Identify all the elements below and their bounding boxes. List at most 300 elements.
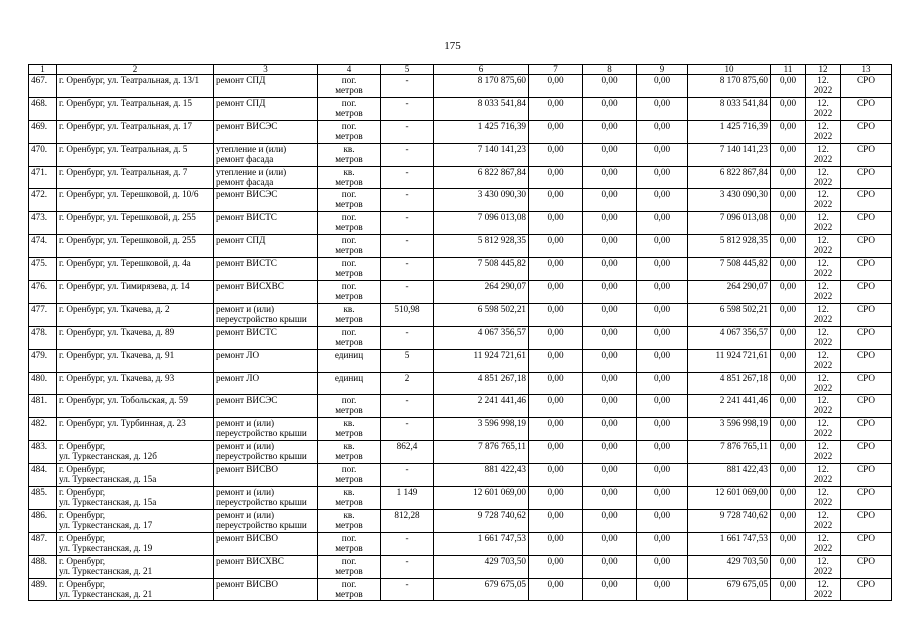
table-row [29, 509, 892, 532]
address-cell [57, 532, 214, 555]
column-number-header: 8 [583, 65, 637, 75]
term-cell [806, 487, 841, 510]
cell-line: г. Оренбург, ул. Ткачева, д. 89 [59, 326, 175, 337]
address-cell [57, 395, 214, 418]
quantity-cell: 2 [381, 372, 434, 395]
work-type-cell [214, 258, 318, 281]
row-number-cell: 482. [29, 418, 57, 441]
cell-line: ремонт и (или) [216, 509, 275, 520]
quantity-cell: 862,4 [381, 441, 434, 464]
address-cell [57, 75, 214, 98]
cell-line: 2022 [813, 497, 833, 508]
cell-line: кв. [343, 166, 355, 177]
unit-cell [318, 372, 381, 395]
cell-line: 2022 [813, 542, 833, 553]
regional-budget-cell: 0,00 [583, 212, 637, 235]
local-budget-cell: 0,00 [637, 555, 688, 578]
regional-budget-cell: 0,00 [583, 281, 637, 304]
unit-cell [318, 281, 381, 304]
regional-budget-cell: 0,00 [583, 258, 637, 281]
regional-budget-cell: 0,00 [583, 143, 637, 166]
cell-line: переустройство крыши [216, 451, 307, 462]
column-number-header: 12 [806, 65, 841, 75]
method-cell: СРО [841, 418, 892, 441]
method-cell: СРО [841, 281, 892, 304]
term-cell [806, 532, 841, 555]
cell-line: 2022 [813, 405, 833, 416]
cell-line: пог. [341, 189, 357, 200]
table-row [29, 532, 892, 555]
unit-cell [318, 326, 381, 349]
work-type-cell [214, 166, 318, 189]
cell-line: пог. [341, 555, 357, 566]
cell-line: 12. [817, 532, 829, 543]
cell-line: ремонт ВИСТС [216, 258, 277, 269]
address-cell [57, 578, 214, 601]
cell-line: 12. [817, 326, 829, 337]
cell-line: 12. [817, 189, 829, 200]
fund-cost-cell: 0,00 [529, 143, 583, 166]
row-number-cell: 469. [29, 120, 57, 143]
cell-line: г. Оренбург, ул. Театральная, д. 17 [59, 120, 192, 131]
quantity-cell: - [381, 578, 434, 601]
other-sources-cell: 0,00 [771, 97, 806, 120]
table-row [29, 120, 892, 143]
table-row [29, 258, 892, 281]
other-sources-cell: 0,00 [771, 555, 806, 578]
total-cost-cell: 7 876 765,11 [434, 441, 529, 464]
regional-budget-cell: 0,00 [583, 487, 637, 510]
cell-line: 12. [817, 281, 829, 292]
other-sources-cell: 0,00 [771, 487, 806, 510]
fund-cost-cell: 0,00 [529, 555, 583, 578]
term-cell [806, 75, 841, 98]
row-number-cell: 487. [29, 532, 57, 555]
method-cell: СРО [841, 303, 892, 326]
cell-line: метров [335, 107, 363, 118]
quantity-cell: - [381, 532, 434, 555]
quantity-cell: - [381, 97, 434, 120]
cell-line: ул. Туркестанская, д. 21 [59, 565, 153, 576]
regional-budget-cell: 0,00 [583, 441, 637, 464]
cell-line: метров [335, 565, 363, 576]
term-cell [806, 97, 841, 120]
column-number-header: 11 [771, 65, 806, 75]
column-number-header: 13 [841, 65, 892, 75]
regional-budget-cell: 0,00 [583, 418, 637, 441]
column-number-header: 7 [529, 65, 583, 75]
total-cost-cell: 3 430 090,30 [434, 189, 529, 212]
cell-line: 2022 [813, 428, 833, 439]
work-type-cell [214, 578, 318, 601]
other-sources-cell: 0,00 [771, 395, 806, 418]
address-cell [57, 509, 214, 532]
column-number-header: 6 [434, 65, 529, 75]
term-cell [806, 418, 841, 441]
row-number-cell: 485. [29, 487, 57, 510]
method-cell: СРО [841, 509, 892, 532]
cell-line: единиц [334, 349, 364, 360]
cell-line: 2022 [813, 313, 833, 324]
page-number: 175 [444, 40, 461, 52]
other-sources-cell: 0,00 [771, 166, 806, 189]
fund-cost-cell: 0,00 [529, 75, 583, 98]
regional-budget-cell: 0,00 [583, 303, 637, 326]
unit-cell [318, 578, 381, 601]
work-type-cell [214, 189, 318, 212]
term-cell [806, 509, 841, 532]
cell-line: ремонт и (или) [216, 303, 275, 314]
cell-line: пог. [341, 395, 357, 406]
cell-line: 2022 [813, 336, 833, 347]
cell-line: 12. [817, 143, 829, 154]
row-number-cell: 481. [29, 395, 57, 418]
total-cost-cell: 6 822 867,84 [434, 166, 529, 189]
method-cell: СРО [841, 372, 892, 395]
work-type-cell [214, 143, 318, 166]
cell-line: переустройство крыши [216, 497, 307, 508]
cell-line: метров [335, 153, 363, 164]
fund-cost-cell: 0,00 [529, 464, 583, 487]
unit-cell [318, 418, 381, 441]
total-cost-cell: 9 728 740,62 [434, 509, 529, 532]
other-sources-cell: 0,00 [771, 418, 806, 441]
cell-line: ремонт ВИСХВС [216, 281, 284, 292]
total-cost-cell: 1 661 747,53 [434, 532, 529, 555]
column-number-header: 3 [214, 65, 318, 75]
other-sources-cell: 0,00 [771, 509, 806, 532]
fund-cost-cell: 0,00 [529, 303, 583, 326]
cell-line: пог. [341, 212, 357, 223]
cell-line: метров [335, 85, 363, 95]
owner-funds-cell: 4 067 356,57 [688, 326, 771, 349]
term-cell [806, 120, 841, 143]
row-number-cell: 470. [29, 143, 57, 166]
cell-line: 12. [817, 97, 829, 108]
owner-funds-cell: 8 170 875,60 [688, 75, 771, 98]
fund-cost-cell: 0,00 [529, 281, 583, 304]
method-cell: СРО [841, 349, 892, 372]
method-cell: СРО [841, 555, 892, 578]
cell-line: переустройство крыши [216, 313, 307, 324]
cell-line: пог. [341, 120, 357, 131]
cell-line: 12. [817, 349, 829, 360]
address-cell [57, 120, 214, 143]
owner-funds-cell: 7 876 765,11 [688, 441, 771, 464]
row-number-cell: 475. [29, 258, 57, 281]
cell-line: кв. [343, 487, 355, 498]
method-cell: СРО [841, 441, 892, 464]
fund-cost-cell: 0,00 [529, 97, 583, 120]
unit-cell [318, 143, 381, 166]
cell-line: переустройство крыши [216, 519, 307, 530]
local-budget-cell: 0,00 [637, 418, 688, 441]
address-cell [57, 143, 214, 166]
cell-line: ул. Туркестанская, д. 15а [59, 474, 157, 485]
total-cost-cell: 11 924 721,61 [434, 349, 529, 372]
address-cell [57, 212, 214, 235]
address-cell [57, 97, 214, 120]
work-type-cell [214, 441, 318, 464]
address-cell [57, 487, 214, 510]
cell-line: г. Оренбург, ул. Терешковой, д. 255 [59, 212, 196, 223]
quantity-cell: - [381, 120, 434, 143]
cell-line: 2022 [813, 474, 833, 485]
local-budget-cell: 0,00 [637, 120, 688, 143]
other-sources-cell: 0,00 [771, 326, 806, 349]
cell-line: пог. [341, 235, 357, 246]
address-cell [57, 235, 214, 258]
table-row [29, 303, 892, 326]
unit-cell [318, 395, 381, 418]
quantity-cell: - [381, 258, 434, 281]
address-cell [57, 281, 214, 304]
table-row [29, 75, 892, 98]
unit-cell [318, 509, 381, 532]
term-cell [806, 464, 841, 487]
cell-line: метров [335, 451, 363, 462]
method-cell: СРО [841, 532, 892, 555]
table-row [29, 372, 892, 395]
unit-cell [318, 189, 381, 212]
quantity-cell: - [381, 281, 434, 304]
work-type-cell [214, 372, 318, 395]
total-cost-cell: 12 601 069,00 [434, 487, 529, 510]
table-row [29, 487, 892, 510]
regional-budget-cell: 0,00 [583, 509, 637, 532]
local-budget-cell: 0,00 [637, 303, 688, 326]
cell-line: пог. [341, 578, 357, 589]
fund-cost-cell: 0,00 [529, 578, 583, 601]
cell-line: г. Оренбург, ул. Тимирязева, д. 14 [59, 281, 190, 292]
cell-line: г. Оренбург, ул. Терешковой, д. 4а [59, 258, 191, 269]
cell-line: ремонт и (или) [216, 487, 275, 498]
cell-line: 12. [817, 487, 829, 498]
local-budget-cell: 0,00 [637, 235, 688, 258]
cell-line: пог. [341, 464, 357, 475]
table-row [29, 281, 892, 304]
cell-line: 2022 [813, 588, 833, 599]
other-sources-cell: 0,00 [771, 120, 806, 143]
table-row [29, 418, 892, 441]
term-cell [806, 189, 841, 212]
cell-line: метров [335, 245, 363, 256]
other-sources-cell: 0,00 [771, 258, 806, 281]
row-number-cell: 488. [29, 555, 57, 578]
work-type-cell [214, 464, 318, 487]
cell-line: ул. Туркестанская, д. 17 [59, 519, 153, 530]
cell-line: г. Оренбург, ул. Театральная, д. 13/1 [59, 75, 200, 85]
quantity-cell: - [381, 418, 434, 441]
regional-budget-cell: 0,00 [583, 578, 637, 601]
total-cost-cell: 5 812 928,35 [434, 235, 529, 258]
other-sources-cell: 0,00 [771, 372, 806, 395]
regional-budget-cell: 0,00 [583, 395, 637, 418]
cell-line: ул. Туркестанская, д. 12б [59, 451, 157, 462]
owner-funds-cell: 7 096 013,08 [688, 212, 771, 235]
fund-cost-cell: 0,00 [529, 212, 583, 235]
local-budget-cell: 0,00 [637, 75, 688, 98]
local-budget-cell: 0,00 [637, 509, 688, 532]
cell-line: г. Оренбург, ул. Терешковой, д. 255 [59, 235, 196, 246]
cell-line: кв. [343, 509, 355, 520]
address-cell [57, 441, 214, 464]
cell-line: метров [335, 405, 363, 416]
unit-cell [318, 75, 381, 98]
term-cell [806, 555, 841, 578]
owner-funds-cell: 679 675,05 [688, 578, 771, 601]
owner-funds-cell: 264 290,07 [688, 281, 771, 304]
cell-line: 12. [817, 258, 829, 269]
work-type-cell [214, 487, 318, 510]
quantity-cell: 1 149 [381, 487, 434, 510]
cell-line: 12. [817, 120, 829, 131]
owner-funds-cell: 8 033 541,84 [688, 97, 771, 120]
other-sources-cell: 0,00 [771, 578, 806, 601]
total-cost-cell: 7 508 445,82 [434, 258, 529, 281]
local-budget-cell: 0,00 [637, 464, 688, 487]
method-cell: СРО [841, 235, 892, 258]
column-number-header: 4 [318, 65, 381, 75]
quantity-cell: 510,98 [381, 303, 434, 326]
cell-line: 2022 [813, 359, 833, 370]
unit-cell [318, 464, 381, 487]
term-cell [806, 303, 841, 326]
cell-line: ремонт ВИСВО [216, 464, 278, 475]
method-cell: СРО [841, 395, 892, 418]
cell-line: 12. [817, 464, 829, 475]
work-type-cell [214, 75, 318, 98]
other-sources-cell: 0,00 [771, 281, 806, 304]
owner-funds-cell: 5 812 928,35 [688, 235, 771, 258]
cell-line: г. Оренбург, ул. Тобольская, д. 59 [59, 395, 188, 406]
quantity-cell: - [381, 189, 434, 212]
term-cell [806, 326, 841, 349]
other-sources-cell: 0,00 [771, 212, 806, 235]
address-cell [57, 464, 214, 487]
unit-cell [318, 303, 381, 326]
term-cell [806, 349, 841, 372]
other-sources-cell: 0,00 [771, 441, 806, 464]
local-budget-cell: 0,00 [637, 97, 688, 120]
cell-line: кв. [343, 143, 355, 154]
cell-line: метров [335, 497, 363, 508]
cell-line: единиц [334, 372, 364, 383]
owner-funds-cell: 9 728 740,62 [688, 509, 771, 532]
cell-line: кв. [343, 441, 355, 452]
other-sources-cell: 0,00 [771, 143, 806, 166]
method-cell: СРО [841, 166, 892, 189]
table-body [29, 75, 892, 601]
unit-cell [318, 235, 381, 258]
address-cell [57, 349, 214, 372]
total-cost-cell: 2 241 441,46 [434, 395, 529, 418]
fund-cost-cell: 0,00 [529, 395, 583, 418]
total-cost-cell: 264 290,07 [434, 281, 529, 304]
cell-line: г. Оренбург, ул. Ткачева, д. 91 [59, 349, 175, 360]
unit-cell [318, 555, 381, 578]
row-number-cell: 486. [29, 509, 57, 532]
unit-cell [318, 487, 381, 510]
cell-line: 2022 [813, 245, 833, 256]
method-cell: СРО [841, 189, 892, 212]
work-type-cell [214, 212, 318, 235]
owner-funds-cell: 7 508 445,82 [688, 258, 771, 281]
owner-funds-cell: 1 661 747,53 [688, 532, 771, 555]
work-type-cell [214, 120, 318, 143]
cell-line: г. Оренбург, [59, 509, 106, 520]
cell-line: 12. [817, 166, 829, 177]
cell-line: 12. [817, 555, 829, 566]
work-type-cell [214, 509, 318, 532]
term-cell [806, 212, 841, 235]
cell-line: г. Оренбург, ул. Терешковой, д. 10/6 [59, 189, 199, 200]
local-budget-cell: 0,00 [637, 189, 688, 212]
cell-line: ремонт ВИСТС [216, 212, 277, 223]
total-cost-cell: 4 851 267,18 [434, 372, 529, 395]
cell-line: г. Оренбург, [59, 464, 106, 475]
row-number-cell: 472. [29, 189, 57, 212]
local-budget-cell: 0,00 [637, 258, 688, 281]
cell-line: 2022 [813, 268, 833, 279]
cell-line: 12. [817, 395, 829, 406]
method-cell: СРО [841, 326, 892, 349]
quantity-cell: 5 [381, 349, 434, 372]
column-number-header: 1 [29, 65, 57, 75]
other-sources-cell: 0,00 [771, 75, 806, 98]
cell-line: 2022 [813, 153, 833, 164]
unit-cell [318, 441, 381, 464]
local-budget-cell: 0,00 [637, 212, 688, 235]
cell-line: г. Оренбург, ул. Театральная, д. 7 [59, 166, 188, 177]
quantity-cell: - [381, 555, 434, 578]
fund-cost-cell: 0,00 [529, 441, 583, 464]
fund-cost-cell: 0,00 [529, 509, 583, 532]
cell-line: 2022 [813, 107, 833, 118]
owner-funds-cell: 881 422,43 [688, 464, 771, 487]
cell-line: метров [335, 542, 363, 553]
column-number-header: 9 [637, 65, 688, 75]
cell-line: ремонт ВИСЭС [216, 189, 278, 200]
work-type-cell [214, 532, 318, 555]
row-number-cell: 483. [29, 441, 57, 464]
repair-register-table [28, 64, 892, 601]
regional-budget-cell: 0,00 [583, 166, 637, 189]
address-cell [57, 166, 214, 189]
term-cell [806, 258, 841, 281]
unit-cell [318, 258, 381, 281]
row-number-cell: 476. [29, 281, 57, 304]
cell-line: 2022 [813, 85, 833, 95]
total-cost-cell: 429 703,50 [434, 555, 529, 578]
fund-cost-cell: 0,00 [529, 258, 583, 281]
total-cost-cell: 7 096 013,08 [434, 212, 529, 235]
cell-line: г. Оренбург, [59, 441, 106, 452]
table-row [29, 235, 892, 258]
row-number-cell: 489. [29, 578, 57, 601]
total-cost-cell: 7 140 141,23 [434, 143, 529, 166]
cell-line: метров [335, 313, 363, 324]
fund-cost-cell: 0,00 [529, 189, 583, 212]
cell-line: ремонт СПД [216, 75, 266, 85]
cell-line: ремонт ВИСХВС [216, 555, 284, 566]
cell-line: ул. Туркестанская, д. 15а [59, 497, 157, 508]
owner-funds-cell: 1 425 716,39 [688, 120, 771, 143]
unit-cell [318, 120, 381, 143]
local-budget-cell: 0,00 [637, 326, 688, 349]
unit-cell [318, 166, 381, 189]
work-type-cell [214, 326, 318, 349]
